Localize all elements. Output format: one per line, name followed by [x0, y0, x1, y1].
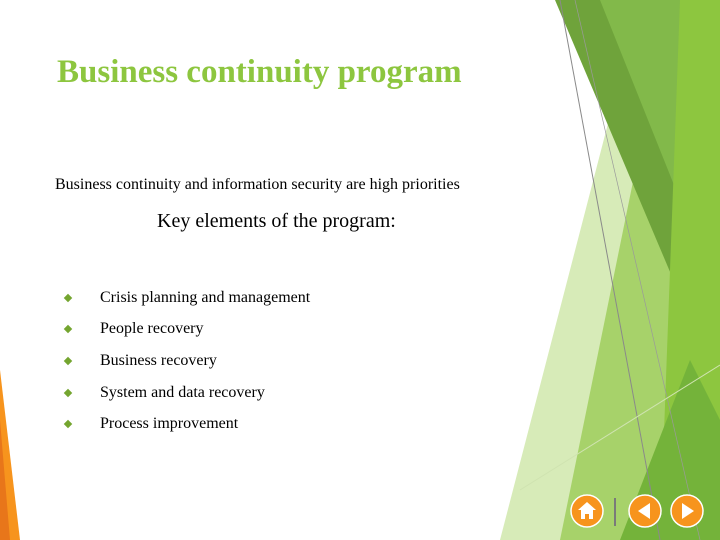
nav-divider [614, 498, 616, 526]
list-item-label: Process improvement [100, 415, 239, 433]
diamond-bullet-icon [64, 357, 72, 365]
home-button[interactable] [570, 494, 604, 528]
diamond-bullet-icon [64, 325, 72, 333]
list-item [64, 314, 310, 346]
key-elements-heading: Key elements of the program: [157, 210, 396, 232]
list-item-label: Crisis planning and management [100, 288, 311, 306]
slide-subtitle: Business continuity and information security are high priorities [55, 176, 460, 193]
list-item-label: System and data recovery [100, 383, 265, 401]
list-item [64, 345, 310, 377]
list-item [64, 377, 310, 409]
next-slide-button[interactable] [670, 494, 704, 528]
diamond-bullet-icon [64, 420, 72, 428]
previous-slide-button[interactable] [628, 494, 662, 528]
list-item [64, 282, 310, 314]
list-item-label: Business recovery [100, 351, 217, 369]
slide-title: Business continuity program [57, 54, 462, 90]
list-item [64, 408, 310, 440]
key-elements-list [64, 282, 310, 440]
diamond-bullet-icon [64, 294, 72, 302]
diamond-bullet-icon [64, 388, 72, 396]
list-item-label: People recovery [100, 320, 204, 338]
